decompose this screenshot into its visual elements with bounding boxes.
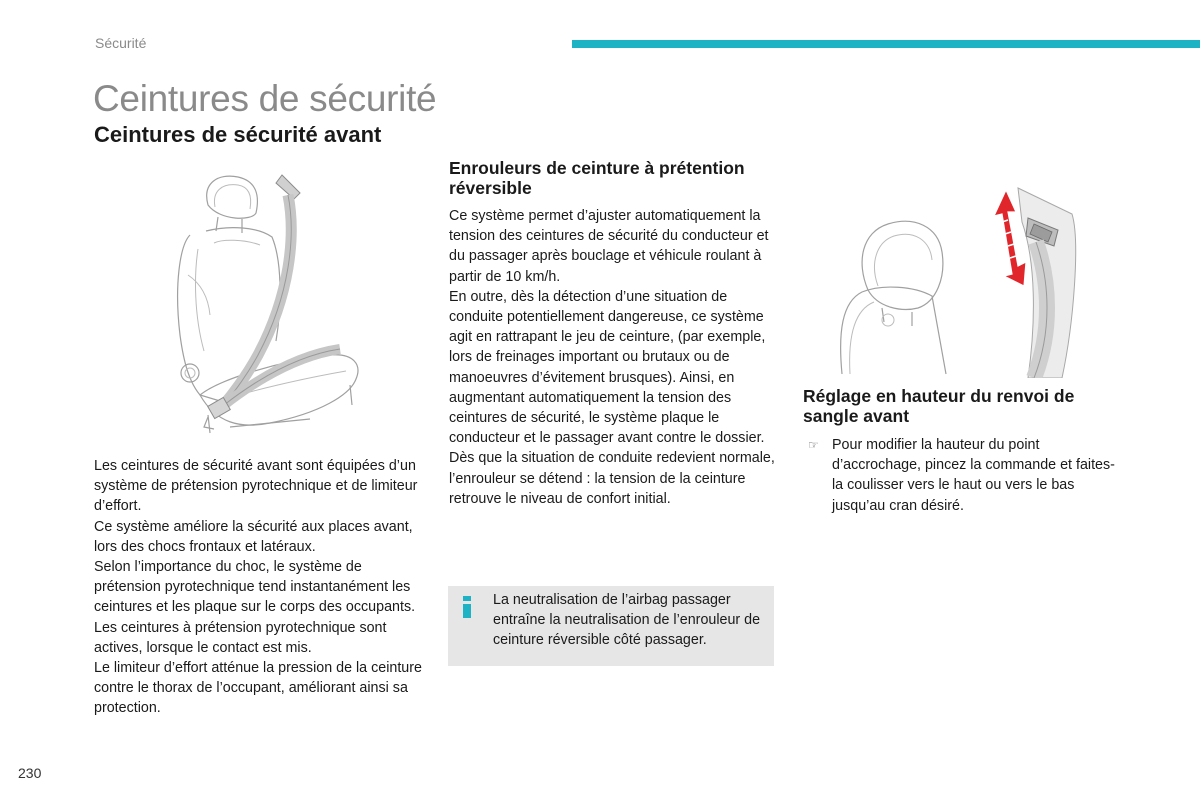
seat-belt-illustration bbox=[160, 165, 380, 440]
hand-pointer-icon: ☞ bbox=[808, 438, 819, 452]
paragraph: Selon l’importance du choc, le système de prétension pyrotechnique tend instantanément les ceintures et les plaque sur le corps des occupants. bbox=[94, 559, 416, 616]
paragraph: Dès que la situation de conduite redevient normale, l’enrouleur se détend : la tension de la ceinture retrouve le niveau de confort initial. bbox=[449, 450, 775, 507]
section-subtitle: Ceintures de sécurité avant bbox=[94, 122, 382, 147]
page-number: 230 bbox=[18, 765, 42, 781]
paragraph: Les ceintures à prétension pyrotechnique sont actives, lorsque le contact est mis. bbox=[94, 619, 387, 656]
paragraph: Les ceintures de sécurité avant sont équipées d’un système de prétension pyrotechnique et de limiteur d’effort. bbox=[94, 458, 418, 515]
column1-text bbox=[94, 456, 424, 719]
section-label: Sécurité bbox=[95, 35, 147, 51]
belt-height-adjuster-illustration bbox=[822, 182, 1087, 378]
paragraph: Le limiteur d’effort atténue la pression de la ceinture contre le thorax de l’occupant, améliorant ainsi sa protection. bbox=[94, 660, 422, 717]
page-title: Ceintures de sécurité bbox=[93, 78, 437, 119]
column2-text bbox=[449, 206, 779, 509]
instruction-text: Pour modifier la hauteur du point d’accrochage, pincez la commande et faites-la coulisser vers le haut ou vers le bas jusqu’au cran désiré. bbox=[832, 437, 1115, 514]
paragraph: En outre, dès la détection d’une situation de conduite potentiellement dangereuse, ce système agit en rattrapant le jeu de ceinture, (par exemple, lors de freinages important ou brutaux ou de manoeuvres d’évitement brusques). Ainsi, en augmentant automatiquement la tension des ceintures de sécurité, le système plaque le conducteur et le passager avant contre le dossier. bbox=[449, 288, 766, 447]
header-accent-bar bbox=[572, 40, 1200, 48]
paragraph: Ce système permet d’ajuster automatiquement la tension des ceintures de sécurité du conducteur et du passager après bouclage et véhicule roulant à partir de 10 km/h. bbox=[449, 208, 769, 285]
paragraph: Ce système améliore la sécurité aux places avant, lors des chocs frontaux et latéraux. bbox=[94, 518, 413, 555]
pretensioner-heading: Enrouleurs de ceinture à prétention réversible bbox=[449, 158, 745, 198]
height-adjustment-heading: Réglage en hauteur du renvoi de sangle avant bbox=[803, 386, 1075, 426]
info-note-box bbox=[448, 586, 774, 666]
info-icon bbox=[461, 594, 473, 623]
info-note-text: La neutralisation de l’airbag passager entraîne la neutralisation de l’enrouleur de ceinture réversible côté passager. bbox=[493, 592, 761, 649]
